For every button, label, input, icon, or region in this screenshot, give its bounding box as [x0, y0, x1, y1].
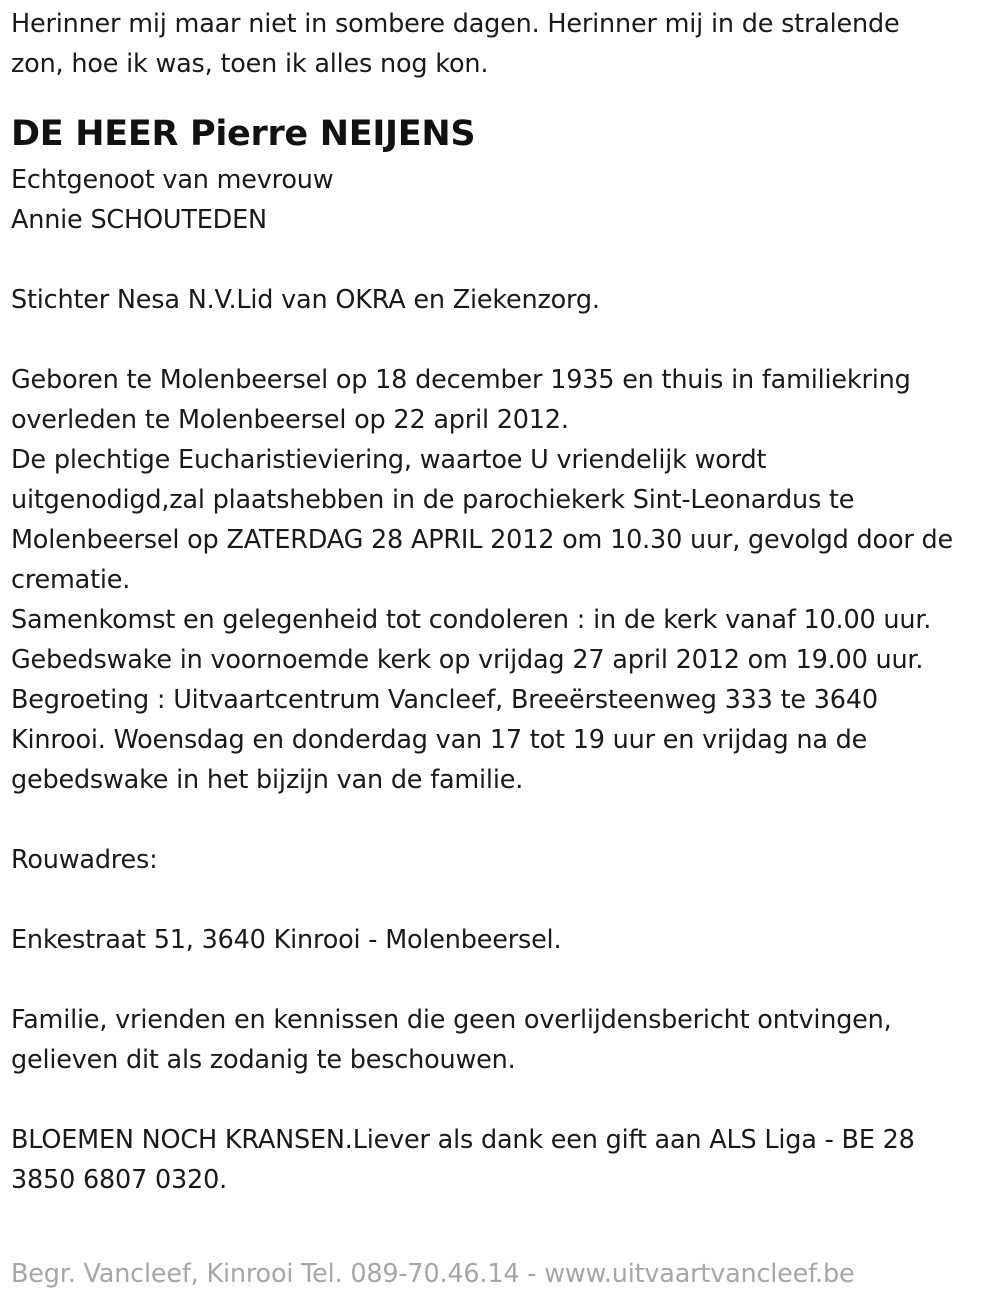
- spouse-line: Annie SCHOUTEDEN: [11, 205, 267, 235]
- announcement-line: Begroeting : Uitvaartcentrum Vancleef, Breeërsteenweg 333 te 3640: [11, 685, 878, 715]
- notice-line: gelieven dit als zodanig te beschouwen.: [11, 1045, 516, 1075]
- deceased-name-title: DE HEER Pierre NEIJENS: [11, 114, 476, 154]
- notice-line: Familie, vrienden en kennissen die geen overlijdensbericht ontvingen,: [11, 1005, 892, 1035]
- announcement-line: Gebedswake in voornoemde kerk op vrijdag 27 april 2012 om 19.00 uur.: [11, 645, 924, 675]
- flowers-line: BLOEMEN NOCH KRANSEN.Liever als dank een gift aan ALS Liga - BE 28: [11, 1125, 915, 1155]
- flowers-notice: [11, 1120, 991, 1200]
- obituary-notice: [11, 4, 991, 1200]
- spouse-info: [11, 160, 991, 240]
- mourning-address: Enkestraat 51, 3640 Kinrooi - Molenbeersel.: [11, 925, 562, 955]
- announcement-line: overleden te Molenbeersel op 22 april 2012.: [11, 405, 569, 435]
- announcement-line: crematie.: [11, 565, 131, 595]
- motto: [11, 4, 991, 84]
- motto-line: zon, hoe ik was, toen ik alles nog kon.: [11, 49, 489, 79]
- announcement-line: uitgenodigd,zal plaatshebben in de parochiekerk Sint-Leonardus te: [11, 485, 855, 515]
- flowers-line: 3850 6807 0320.: [11, 1165, 228, 1195]
- announcement-line: Geboren te Molenbeersel op 18 december 1935 en thuis in familiekring: [11, 365, 911, 395]
- announcement-line: Kinrooi. Woensdag en donderdag van 17 tot 19 uur en vrijdag na de: [11, 725, 868, 755]
- announcement-line: gebedswake in het bijzijn van de familie.: [11, 765, 524, 795]
- announcement-line: De plechtige Eucharistieviering, waartoe U vriendelijk wordt: [11, 445, 767, 475]
- funeral-home-footer: Begr. Vancleef, Kinrooi Tel. 089-70.46.14 - www.uitvaartvancleef.be: [11, 1259, 855, 1289]
- announcement-line: Molenbeersel op ZATERDAG 28 APRIL 2012 om 10.30 uur, gevolgd door de: [11, 525, 954, 555]
- spouse-line: Echtgenoot van mevrouw: [11, 165, 334, 195]
- motto-line: Herinner mij maar niet in sombere dagen. Herinner mij in de stralende: [11, 9, 900, 39]
- notice: [11, 1000, 991, 1080]
- announcement: [11, 360, 991, 800]
- announcement-line: Samenkomst en gelegenheid tot condoleren : in de kerk vanaf 10.00 uur.: [11, 605, 932, 635]
- address-label: Rouwadres:: [11, 845, 158, 875]
- affiliation-text: Stichter Nesa N.V.Lid van OKRA en Ziekenzorg.: [11, 285, 600, 315]
